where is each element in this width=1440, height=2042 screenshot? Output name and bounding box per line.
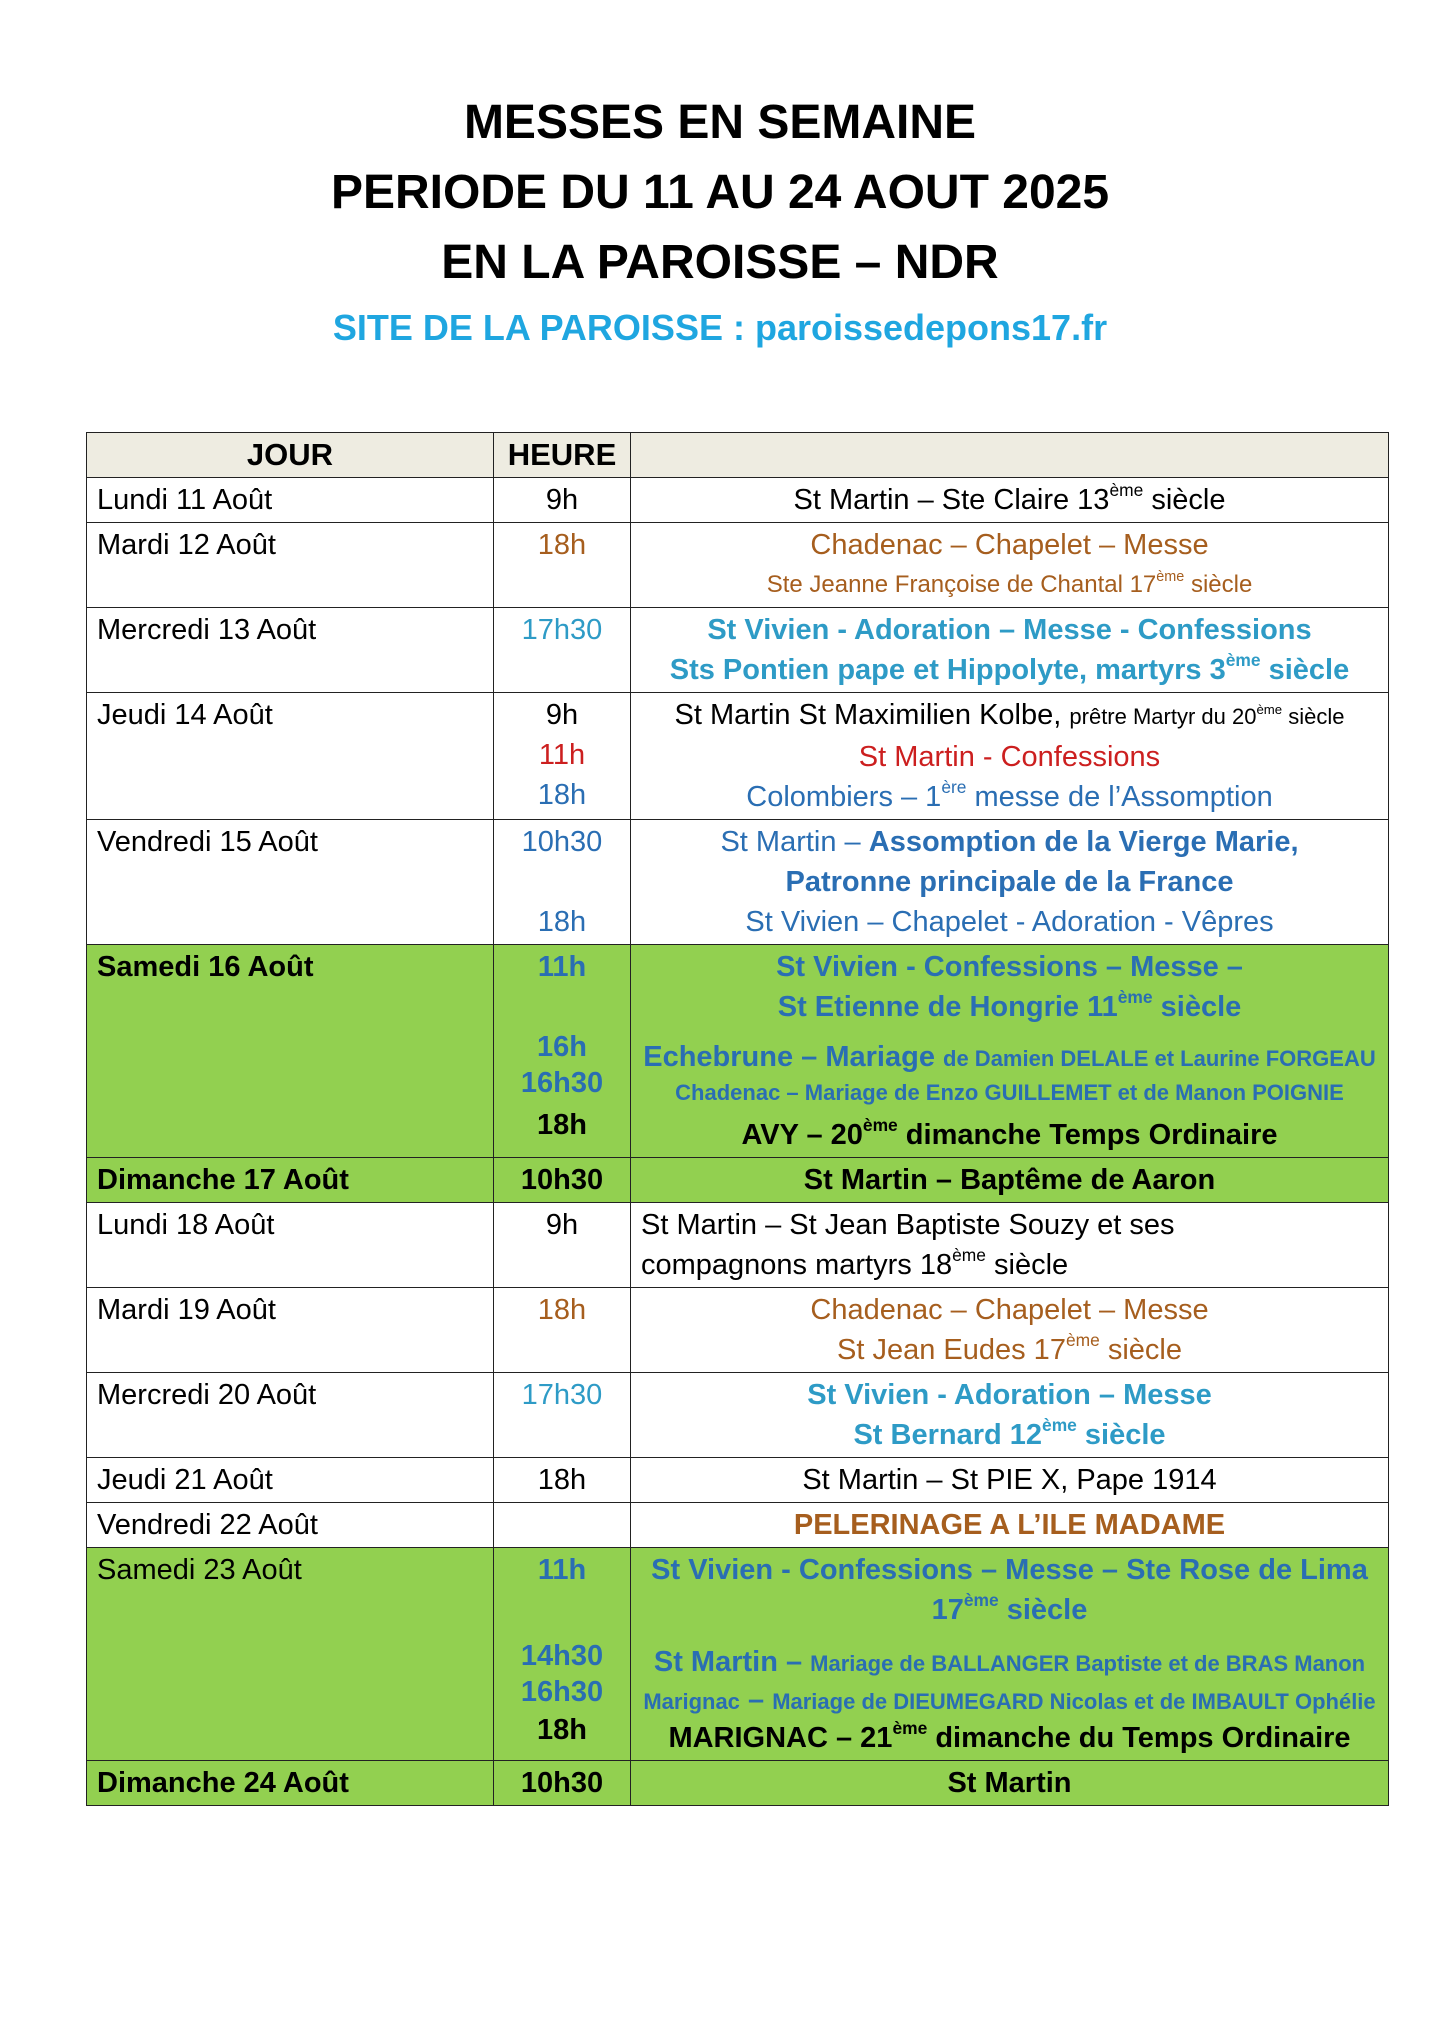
day-cell: Samedi 16 Août — [87, 945, 494, 1158]
description-line: St Martin – Ste Claire 13ème siècle — [793, 479, 1226, 516]
saint-of-day: St Jean Eudes 17ème siècle — [837, 1329, 1182, 1366]
description-line — [641, 822, 1378, 862]
ordinal-suffix: ème — [963, 1589, 999, 1610]
description-line: St Martin - Confessions — [858, 741, 1161, 773]
description-line: AVY – 20ème dimanche Temps Ordinaire — [741, 1114, 1278, 1151]
ordinal-suffix: ème — [1117, 986, 1153, 1007]
description-line: Chadenac – Chapelet – Messe — [810, 529, 1209, 561]
description-text: Echebrune – Mariage — [643, 1041, 935, 1073]
table-row — [87, 1761, 1389, 1806]
time-value: 11h — [537, 1554, 587, 1586]
time-cell: 18h — [494, 523, 631, 608]
time-value: 16h30 — [520, 1676, 604, 1708]
day-cell: Vendredi 15 Août — [87, 820, 494, 945]
description-text: St Martin St Maximilien Kolbe, — [674, 699, 1062, 731]
column-header-jour: JOUR — [87, 433, 494, 478]
day-cell: Jeudi 21 Août — [87, 1458, 494, 1503]
column-header-heure: HEURE — [494, 433, 631, 478]
description-line: St Martin – St Jean Baptiste Souzy et ses — [641, 1209, 1175, 1241]
time-value: 18h — [537, 1714, 587, 1746]
description-cell — [631, 1458, 1389, 1503]
description-line: Chadenac – Chapelet – Messe — [810, 1294, 1209, 1326]
day-cell: Lundi 18 Août — [87, 1203, 494, 1288]
description-text: Marignac — [643, 1689, 740, 1714]
time-value: 14h30 — [520, 1640, 604, 1672]
table-row — [87, 523, 1389, 608]
time-value: 18h — [537, 1109, 587, 1141]
table-row — [87, 693, 1389, 820]
table-row — [87, 1503, 1389, 1548]
description-cell — [631, 608, 1389, 693]
time-cell: 10h30 — [494, 1158, 631, 1203]
time-cell: 18h — [494, 1458, 631, 1503]
description-cell — [631, 1761, 1389, 1806]
table-row — [87, 820, 1389, 945]
description-line — [641, 1680, 1378, 1722]
time-cell — [494, 1548, 631, 1761]
title-line-3: EN LA PAROISSE – NDR — [441, 236, 999, 289]
ordinal-suffix: ème — [1156, 568, 1185, 585]
time-cell — [494, 820, 631, 945]
day-cell: Dimanche 17 Août — [87, 1158, 494, 1203]
table-row — [87, 1158, 1389, 1203]
description-cell — [631, 1158, 1389, 1203]
time-cell — [494, 1503, 631, 1548]
description-line: St Vivien - Confessions – Messe – — [776, 951, 1243, 983]
document-header — [0, 88, 1440, 356]
description-cell — [631, 478, 1389, 523]
description-feast: Assomption de la Vierge Marie, — [868, 826, 1299, 858]
table-row — [87, 1373, 1389, 1458]
day-cell: Mardi 19 Août — [87, 1288, 494, 1373]
ordinal-suffix: ème — [1042, 1414, 1077, 1435]
day-cell: Mardi 12 Août — [87, 523, 494, 608]
ordinal-suffix: ème — [1225, 649, 1261, 670]
time-value: 18h — [537, 779, 587, 811]
saint-of-day: St Etienne de Hongrie 11ème siècle — [777, 986, 1242, 1023]
description-cell — [631, 523, 1389, 608]
ordinal-suffix: ère — [941, 776, 967, 797]
ordinal-suffix: ème — [862, 1114, 898, 1135]
description-cell — [631, 1288, 1389, 1373]
description-cell — [631, 1548, 1389, 1761]
description-note: Mariage de BALLANGER Baptiste et de BRAS Manon — [810, 1651, 1366, 1676]
time-spacer — [504, 1590, 620, 1630]
title-line-2: PERIODE DU 11 AU 24 AOUT 2025 — [330, 166, 1110, 219]
saint-of-day: Ste Jeanne Françoise de Chantal 17ème siècle — [766, 568, 1253, 598]
description-line: MARIGNAC – 21ème dimanche du Temps Ordinaire — [668, 1717, 1351, 1754]
description-line: compagnons martyrs 18ème siècle — [641, 1244, 1069, 1281]
time-cell: 9h — [494, 1203, 631, 1288]
day-cell: Dimanche 24 Août — [87, 1761, 494, 1806]
description-line: St Martin – St PIE X, Pape 1914 — [802, 1464, 1217, 1496]
description-cell — [631, 1203, 1389, 1288]
column-header-description — [631, 433, 1389, 478]
time-cell: 10h30 — [494, 1761, 631, 1806]
time-value: 10h30 — [521, 826, 603, 858]
description-dash: – — [747, 1684, 765, 1716]
table-row — [87, 1548, 1389, 1761]
description-line — [641, 1642, 1378, 1684]
description-cell — [631, 1503, 1389, 1548]
time-value: 18h — [537, 906, 587, 938]
ordinal-suffix: ème — [952, 1244, 986, 1265]
description-line: St Vivien - Confessions – Messe – Ste Rose de Lima — [651, 1554, 1368, 1586]
saint-of-day: 17ème siècle — [931, 1589, 1088, 1626]
description-cell — [631, 1373, 1389, 1458]
table-row — [87, 608, 1389, 693]
day-cell: Mercredi 20 Août — [87, 1373, 494, 1458]
site-link[interactable]: SITE DE LA PAROISSE : paroissedepons17.fr — [332, 307, 1108, 348]
description-note: prêtre Martyr du 20ème siècle — [1069, 701, 1345, 729]
description-text: St Martin – — [653, 1646, 803, 1678]
saint-of-day: Sts Pontien pape et Hippolyte, martyrs 3ème siècle — [669, 649, 1350, 686]
description-line: St Martin — [947, 1767, 1072, 1799]
time-spacer — [504, 862, 620, 902]
description-line: Patronne principale de la France — [785, 866, 1234, 898]
table-row — [87, 1288, 1389, 1373]
ordinal-suffix: ème — [1109, 479, 1144, 500]
day-cell: Jeudi 14 Août — [87, 693, 494, 820]
table-row — [87, 945, 1389, 1158]
description-note: de Damien DELALE et Laurine FORGEAU — [943, 1046, 1376, 1071]
description-cell — [631, 693, 1389, 820]
description-cell — [631, 820, 1389, 945]
saint-of-day: St Bernard 12ème siècle — [853, 1414, 1166, 1451]
time-cell: 9h — [494, 478, 631, 523]
description-line: St Vivien - Adoration – Messe — [807, 1379, 1212, 1411]
description-line: PELERINAGE A L’ILE MADAME — [793, 1509, 1226, 1541]
ordinal-suffix: ème — [892, 1717, 928, 1738]
table-row — [87, 1458, 1389, 1503]
time-cell — [494, 945, 631, 1158]
day-cell: Vendredi 22 Août — [87, 1503, 494, 1548]
description-text: St Martin – — [720, 826, 861, 858]
time-cell: 17h30 — [494, 1373, 631, 1458]
description-line: Chadenac – Mariage de Enzo GUILLEMET et de Manon POIGNIE — [675, 1080, 1344, 1105]
time-cell — [494, 693, 631, 820]
time-value: 9h — [545, 699, 579, 731]
ordinal-suffix: ème — [1065, 1329, 1100, 1350]
ordinal-suffix: ème — [1256, 701, 1283, 717]
description-line: Colombiers – 1ère messe de l’Assomption — [746, 776, 1273, 813]
table-row — [87, 478, 1389, 523]
description-line: St Martin – Baptême de Aaron — [803, 1164, 1216, 1196]
schedule-table — [86, 432, 1389, 1806]
day-cell: Lundi 11 Août — [87, 478, 494, 523]
table-row — [87, 1203, 1389, 1288]
description-line: St Vivien – Chapelet - Adoration - Vêpres — [745, 906, 1274, 938]
description-cell — [631, 945, 1389, 1158]
description-line: St Vivien - Adoration – Messe - Confessions — [707, 614, 1312, 646]
description-line — [641, 695, 1378, 737]
time-cell: 18h — [494, 1288, 631, 1373]
day-cell: Mercredi 13 Août — [87, 608, 494, 693]
table-header-row — [87, 433, 1389, 478]
title-line-1: MESSES EN SEMAINE — [463, 96, 977, 149]
time-value: 11h — [538, 739, 586, 771]
time-cell: 17h30 — [494, 608, 631, 693]
description-note: Mariage de DIEUMEGARD Nicolas et de IMBAULT Ophélie — [772, 1689, 1376, 1714]
time-value: 16h30 — [520, 1067, 604, 1099]
time-spacer — [504, 987, 620, 1027]
time-value: 11h — [537, 951, 587, 983]
day-cell: Samedi 23 Août — [87, 1548, 494, 1761]
time-value: 16h — [537, 1031, 587, 1063]
